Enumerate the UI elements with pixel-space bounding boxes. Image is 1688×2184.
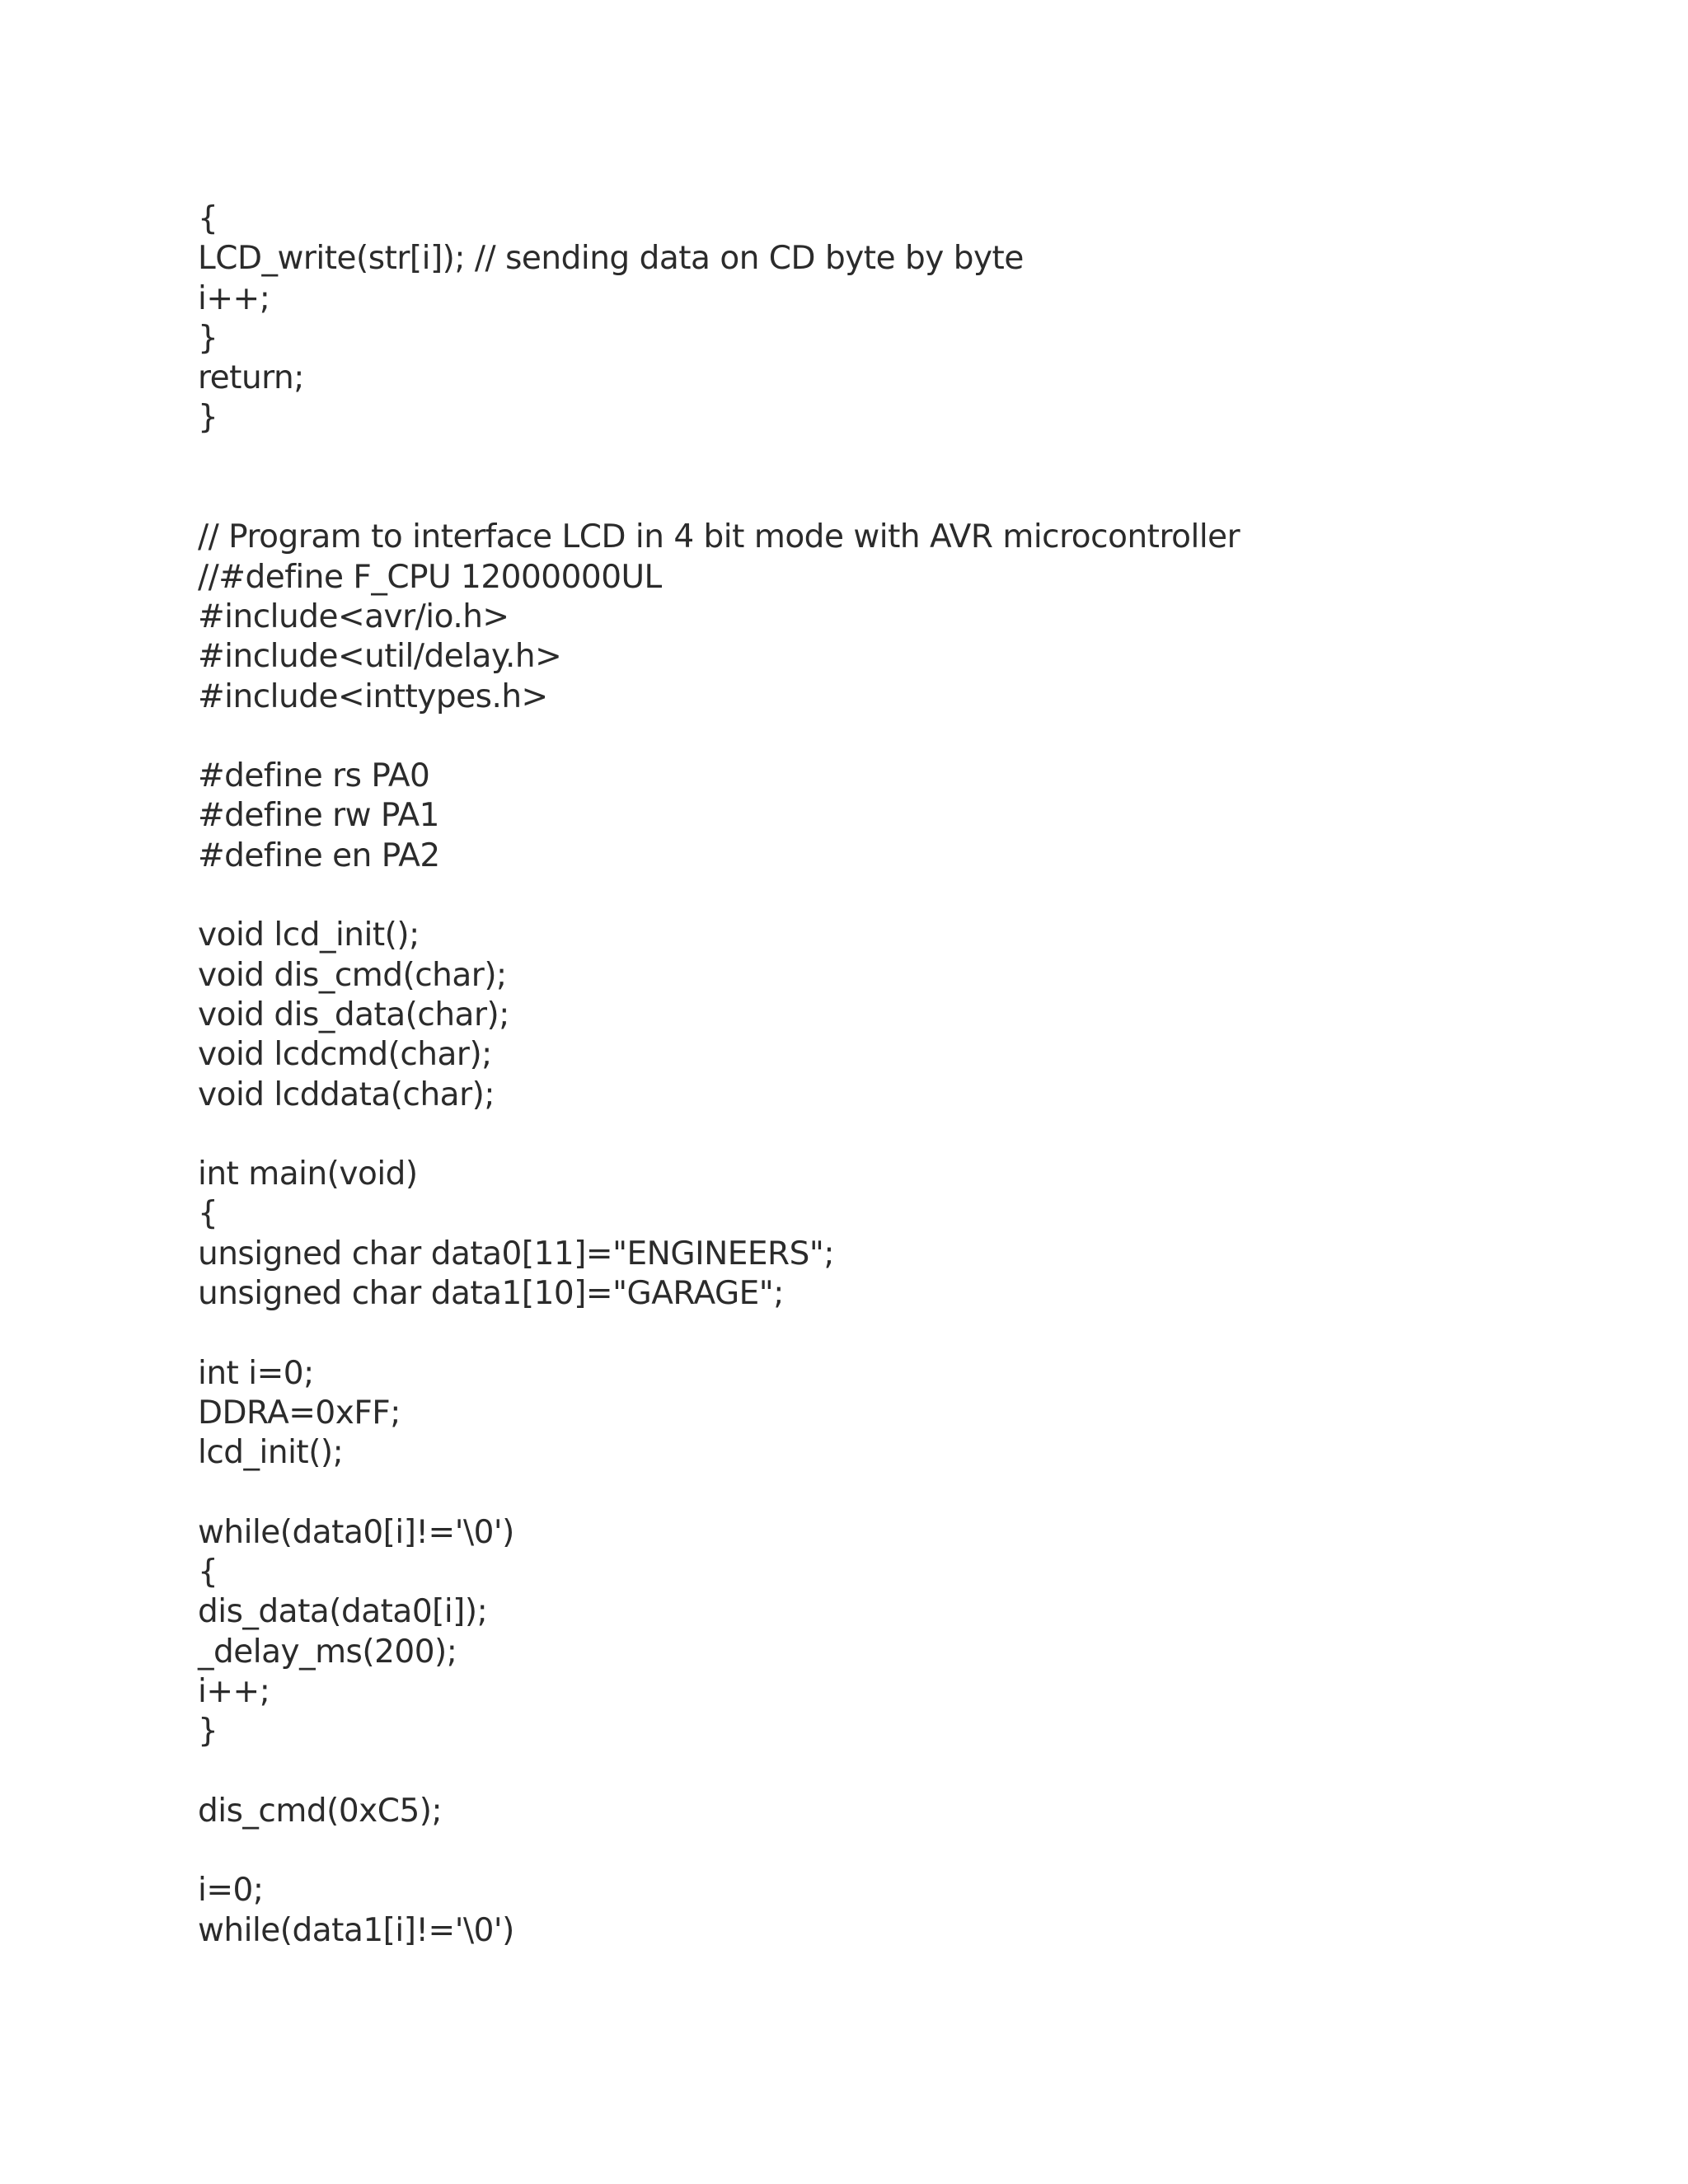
code-line: return; [198,359,304,397]
code-line: while(data1[i]!='\0') [198,1911,514,1949]
code-line: void dis_cmd(char); [198,956,507,994]
blank-line [198,438,1599,478]
code-line: void dis_data(char); [198,996,509,1033]
code-line: void lcddata(char); [198,1076,495,1113]
blank-line [198,717,1599,757]
code-line: unsigned char data1[10]="GARAGE"; [198,1275,784,1313]
blank-line [198,1314,1599,1353]
code-line: } [198,399,218,437]
blank-line [198,876,1599,916]
code-line: DDRA=0xFF; [198,1394,401,1432]
blank-line [198,1115,1599,1155]
code-line: i++; [198,1672,270,1710]
code-line: i=0; [198,1872,264,1910]
code-line: lcd_init(); [198,1434,344,1472]
code-block [198,199,1599,1951]
code-line: unsigned char data0[11]="ENGINEERS"; [198,1235,834,1272]
code-line: int main(void) [198,1155,418,1193]
code-line: void lcdcmd(char); [198,1036,492,1074]
code-line: void lcd_init(); [198,916,420,954]
code-line: dis_data(data0[i]); [198,1593,488,1631]
code-line: #define en PA2 [198,837,440,874]
code-line: int i=0; [198,1354,314,1392]
code-line: #include<inttypes.h> [198,677,548,715]
code-line: // Program to interface LCD in 4 bit mode with AVR microcontroller [198,518,1240,556]
code-line: while(data0[i]!='\0') [198,1513,514,1551]
code-line: { [198,1195,218,1233]
code-line: #include<util/delay.h> [198,638,562,676]
code-line: #define rw PA1 [198,797,439,835]
code-line: _delay_ms(200); [198,1633,457,1671]
blank-line [198,1474,1599,1513]
code-line: LCD_write(str[i]); // sending data on CD byte by byte [198,240,1024,278]
code-line: #include<avr/io.h> [198,598,509,635]
blank-line [198,1752,1599,1792]
code-line: //#define F_CPU 12000000UL [198,558,662,596]
code-line: { [198,200,218,237]
code-line: } [198,319,218,357]
code-line: i++; [198,279,270,317]
code-line: #define rs PA0 [198,757,430,795]
code-line: dis_cmd(0xC5); [198,1792,443,1830]
blank-line [198,1831,1599,1871]
code-line: } [198,1713,218,1750]
code-line: { [198,1554,218,1591]
blank-line [198,478,1599,518]
